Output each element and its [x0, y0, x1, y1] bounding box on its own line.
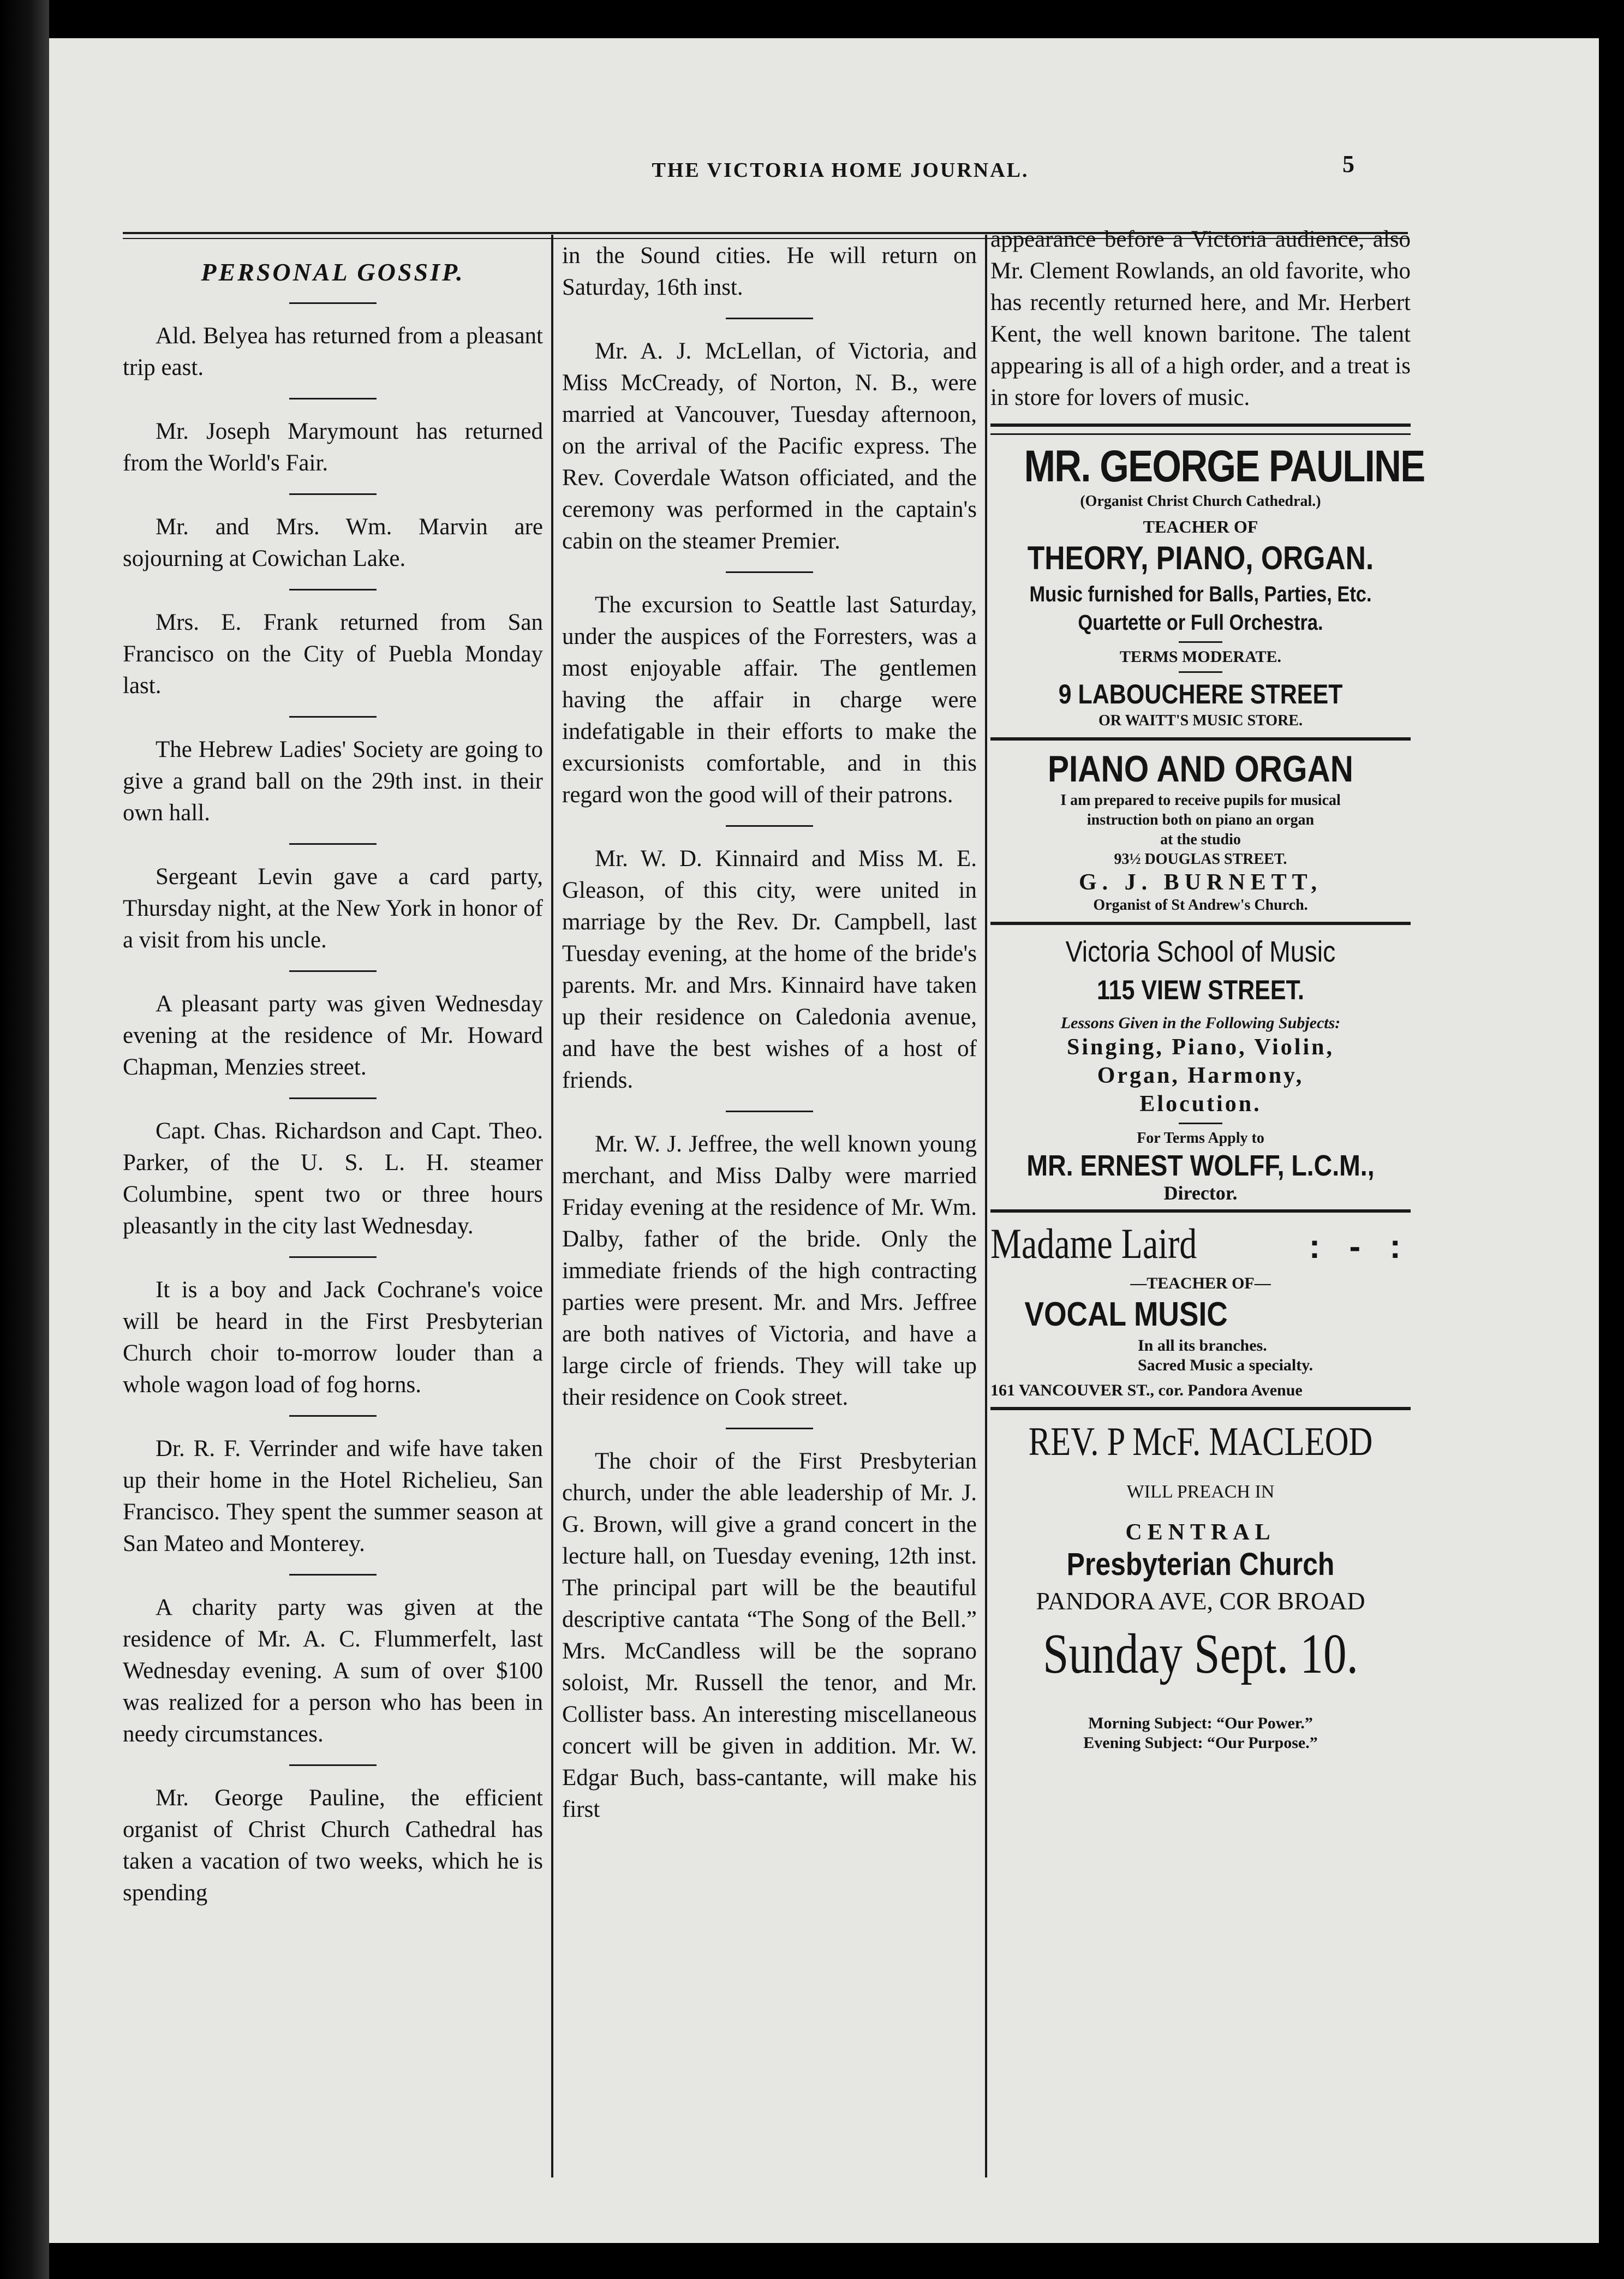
ad-pauline-music-line2: Quartette or Full Orchestra. — [1078, 611, 1323, 635]
gossip-item: The Hebrew Ladies' Society are going to give a grand ball on the 29th inst. in their own hall. — [123, 737, 543, 826]
separator — [726, 825, 813, 827]
ad-burnett-title: PIANO AND ORGAN — [1048, 748, 1353, 790]
separator — [726, 1428, 813, 1429]
ad-church-central: CENTRAL — [1125, 1520, 1276, 1545]
gossip-item: Mr. George Pauline, the efficient organist of Christ Church Cathedral has taken a vacation of two weeks, which he is spending — [123, 1785, 543, 1906]
ad-laird-line2: Sacred Music a specialty. — [1138, 1356, 1313, 1374]
column-divider-1 — [551, 235, 553, 2177]
news-item: Mr. W. D. Kinnaird and Miss M. E. Gleason, of this city, were united in marriage by the Rev. Dr. Campbell, last Tuesday evening, at the home of the bride's parents. Mr. and Mrs. Kinnaird have taken up their residence on Caledonia avenue, and have the best wishes of a host of friends. — [562, 846, 977, 1093]
ad-school-rule — [1179, 1123, 1222, 1124]
separator — [289, 589, 377, 590]
section-title: PERSONAL GOSSIP. — [201, 258, 465, 286]
ad-school-director-title: Director. — [1163, 1182, 1238, 1204]
ad-pauline-address: 9 LABOUCHERE STREET — [1058, 679, 1343, 709]
ad-burnett — [990, 747, 1411, 915]
ad-laird-address: 161 VANCOUVER ST., cor. Pandora Avenue — [990, 1381, 1303, 1399]
ad-rule — [990, 433, 1411, 435]
ad-burnett-line1: I am prepared to receive pupils for musical — [1060, 792, 1341, 809]
separator — [726, 1111, 813, 1112]
ad-laird-subject: VOCAL MUSIC — [1024, 1296, 1228, 1333]
ad-laird-name: Madame Laird — [990, 1220, 1197, 1267]
separator — [289, 843, 377, 845]
ad-church-morning: Morning Subject: “Our Power.” — [1088, 1714, 1313, 1732]
ad-madame-laird — [990, 1219, 1411, 1400]
ad-laird-header — [990, 1219, 1411, 1268]
ad-pauline-alt-address: OR WAITT'S MUSIC STORE. — [1098, 712, 1303, 729]
separator — [289, 1764, 377, 1766]
book-binding-shadow — [0, 0, 49, 2279]
ad-school-address: 115 VIEW STREET. — [1097, 975, 1304, 1005]
ad-church-sermon — [990, 1417, 1411, 1753]
gossip-item: Mr. Joseph Marymount has returned from the World's Fair. — [123, 419, 543, 476]
ad-george-pauline — [990, 442, 1425, 731]
ad-church-church: Presbyterian Church — [1066, 1547, 1335, 1582]
page-number: 5 — [1342, 151, 1354, 177]
separator — [726, 318, 813, 319]
separator — [289, 1574, 377, 1576]
gossip-item: Mr. and Mrs. Wm. Marvin are sojourning at Cowichan Lake. — [123, 514, 543, 571]
ad-school-of-music — [990, 933, 1411, 1203]
separator — [289, 716, 377, 718]
ad-burnett-address: 93½ DOUGLAS STREET. — [1114, 851, 1287, 868]
gossip-item: Sergeant Levin gave a card party, Thursday night, at the New York in honor of a visit from his uncle. — [123, 864, 543, 953]
ad-rule — [990, 737, 1411, 741]
column-personal-gossip — [123, 240, 543, 1917]
ad-school-terms: For Terms Apply to — [1137, 1130, 1264, 1147]
ad-pauline-music-line1: Music furnished for Balls, Parties, Etc. — [1029, 582, 1372, 606]
ad-rule — [990, 1407, 1411, 1410]
news-item: The excursion to Seattle last Saturday, under the auspices of the Forresters, was a most enjoyable affair. The gentlemen having the affair in charge were indefatigable in their efforts to make the excursionists comfortable, and in this regard won the good will of their patrons. — [562, 592, 977, 808]
separator — [289, 493, 377, 495]
ad-church-name: REV. P McF. MACLEOD — [1028, 1419, 1373, 1464]
gossip-item: Ald. Belyea has returned from a pleasant trip east. — [123, 323, 543, 380]
masthead-title: THE VICTORIA HOME JOURNAL. — [652, 159, 1029, 182]
ad-pauline-rule — [1179, 641, 1222, 643]
separator — [289, 1097, 377, 1099]
ad-school-lessons: Lessons Given in the Following Subjects: — [1060, 1014, 1341, 1032]
ad-laird-teacher: —TEACHER OF— — [1130, 1274, 1271, 1292]
ad-burnett-role: Organist of St Andrew's Church. — [1093, 897, 1308, 914]
ad-church-location: PANDORA AVE, COR BROAD — [1036, 1587, 1365, 1615]
ad-laird-line1: In all its branches. — [1138, 1337, 1267, 1355]
ad-pauline-teacher: TEACHER OF — [1143, 517, 1258, 536]
ad-pauline-subtitle: (Organist Christ Church Cathedral.) — [1080, 493, 1321, 510]
separator — [289, 1415, 377, 1417]
ad-burnett-name: G. J. BURNETT, — [1078, 870, 1323, 895]
ad-rule — [990, 423, 1411, 427]
ad-church-will: WILL PREACH IN — [1126, 1482, 1275, 1502]
ad-school-subjects1: Singing, Piano, Violin, — [1067, 1035, 1334, 1060]
separator — [289, 398, 377, 399]
separator — [726, 571, 813, 573]
news-item: in the Sound cities. He will return on Saturday, 16th inst. — [562, 243, 977, 300]
gossip-item: A pleasant party was given Wednesday evening at the residence of Mr. Howard Chapman, Menzies street. — [123, 991, 543, 1080]
gossip-item: It is a boy and Jack Cochrane's voice will be heard in the First Presbyterian Church choir to-morrow louder than a whole wagon load of fog horns. — [123, 1277, 543, 1398]
gossip-item: Mrs. E. Frank returned from San Francisco on the City of Puebla Monday last. — [123, 610, 543, 699]
ad-laird-marks: : - : — [1309, 1228, 1411, 1266]
ad-school-subjects2: Organ, Harmony, — [1097, 1063, 1304, 1088]
ad-burnett-line2: instruction both on piano an organ — [1086, 812, 1315, 828]
ad-school-director-name: MR. ERNEST WOLFF, L.C.M., — [1026, 1149, 1375, 1182]
gossip-item: A charity party was given at the residence of Mr. A. C. Flummerfelt, last Wednesday evening. A sum of over $100 was realized for a person who has been in needy circumstances. — [123, 1595, 543, 1747]
news-item: Mr. A. J. McLellan, of Victoria, and Miss McCready, of Norton, N. B., were married at Vancouver, Tuesday afternoon, on the arrival of the Pacific express. The Rev. Coverdale Watson officiated, and the ceremony was performed in the captain's cabin on the steamer Premier. — [562, 338, 977, 554]
ad-school-subjects3: Elocution. — [1139, 1091, 1262, 1117]
column-divider-2 — [985, 235, 987, 2177]
ad-church-date: Sunday Sept. 10. — [1042, 1622, 1359, 1685]
ad-rule — [990, 1209, 1411, 1213]
separator — [289, 970, 377, 972]
gossip-item: Capt. Chas. Richardson and Capt. Theo. Parker, of the U. S. L. H. steamer Columbine, spent two or three hours pleasantly in the city last Wednesday. — [123, 1118, 543, 1239]
news-item: Mr. W. J. Jeffree, the well known young merchant, and Miss Dalby were married Friday evening at the residence of Mr. Wm. Dalby, father of the bride. Only the immediate friends of the high contracting parties were present. Mr. and Mrs. Jeffree are both natives of Victoria, and have a large circle of friends. They will take up their residence on Cook street. — [562, 1131, 977, 1410]
separator — [289, 1256, 377, 1258]
separator — [289, 302, 377, 304]
ad-school-title: Victoria School of Music — [1065, 935, 1336, 968]
ad-pauline-subjects: THEORY, PIANO, ORGAN. — [1027, 540, 1374, 576]
gossip-item: Dr. R. F. Verrinder and wife have taken up their home in the Hotel Richelieu, San Francisco. They spent the summer season at San Mateo and Monterey. — [123, 1436, 543, 1556]
continuation-text: appearance before a Victoria audience, also Mr. Clement Rowlands, an old favorite, who has recently returned here, and Mr. Herbert Kent, the well known baritone. The talent appearing is all of a high order, and a treat is in store for lovers of music. — [990, 226, 1411, 410]
news-item: The choir of the First Presbyterian church, under the able leadership of Mr. J. G. Brown, will give a grand concert in the lecture hall, on Tuesday evening, 12th inst. The principal part will be the beautiful descriptive cantata “The Song of the Bell.” Mrs. McCandless will be the soprano soloist, Mr. Russell the tenor, and Mr. Collister bass. An interesting miscellaneous concert will be given in addition. Mr. W. Edgar Buch, bass-cantante, will make his first — [562, 1448, 977, 1822]
ad-pauline-name: MR. GEORGE PAULINE — [1024, 442, 1425, 491]
ad-pauline-rule — [1179, 671, 1222, 673]
continuation-text-block — [990, 224, 1411, 414]
ad-church-evening: Evening Subject: “Our Purpose.” — [1083, 1734, 1318, 1752]
column-news — [562, 240, 977, 1833]
column-advertisements — [990, 224, 1425, 1753]
ad-burnett-line3: at the studio — [1160, 831, 1241, 848]
ad-pauline-terms: TERMS MODERATE. — [1119, 648, 1282, 666]
ad-rule — [990, 922, 1411, 925]
